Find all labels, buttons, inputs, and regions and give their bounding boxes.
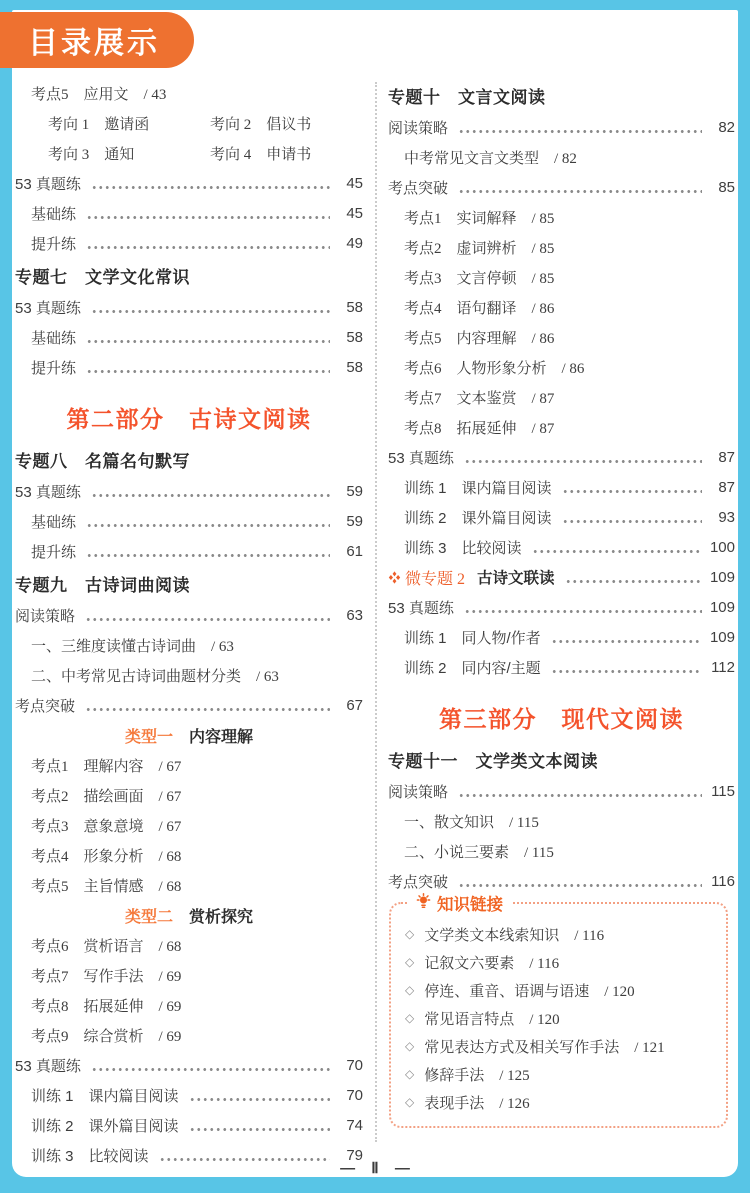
- type-heading: [15, 900, 363, 930]
- toc-entry-label: 阅读策略: [388, 783, 449, 801]
- dot-leader: [91, 309, 330, 314]
- toc-entry-label: 训练 1 课内篇目阅读: [31, 1087, 179, 1105]
- toc-entry: [15, 506, 363, 536]
- section-heading-text: 专题十一 文学类文本阅读: [388, 751, 598, 771]
- toc-entry-label: 训练 1 课内篇目阅读: [404, 479, 552, 497]
- section-heading: [388, 78, 735, 112]
- toc-entry: [388, 382, 735, 412]
- toc-entry-label: 二、中考常见古诗词曲题材分类 / 63: [31, 668, 279, 685]
- toc-entry: [388, 776, 735, 806]
- part-heading: [388, 682, 735, 742]
- toc-entry-label: 53 真题练: [15, 483, 81, 501]
- toc-entry-label: 一、三维度读懂古诗词曲 / 63: [31, 638, 234, 655]
- toc-entry: [15, 1110, 363, 1140]
- toc-page-number: 79: [346, 1146, 363, 1164]
- dot-leader: [189, 1097, 330, 1102]
- toc-entry: [15, 660, 363, 690]
- dot-leader: [86, 245, 330, 250]
- toc-entry-label: 53 真题练: [15, 175, 81, 193]
- dot-leader: [562, 489, 702, 494]
- diamond-icon: ◇: [405, 1011, 415, 1025]
- page-title: 目录展示: [28, 27, 160, 60]
- toc-entry-label: 53 真题练: [15, 1057, 81, 1075]
- section-heading-text: 专题十 文言文阅读: [388, 87, 546, 107]
- toc-page-number: 70: [346, 1056, 363, 1074]
- toc-page-number: 116: [711, 872, 735, 890]
- micro-topic-title: 古诗文联读: [477, 570, 555, 587]
- section-heading: [15, 258, 363, 292]
- toc-page-number: 49: [346, 234, 363, 252]
- toc-entry: [15, 870, 363, 900]
- dot-leader: [86, 339, 330, 344]
- toc-page-number: 59: [346, 512, 363, 530]
- toc-entry: [388, 472, 735, 502]
- knowledge-link-item: [405, 948, 718, 976]
- toc-entry-label: 训练 2 课外篇目阅读: [404, 509, 552, 527]
- toc-entry: [388, 836, 735, 866]
- toc-page-number: 58: [346, 298, 363, 316]
- diamond-icon: ◇: [405, 927, 415, 941]
- knowledge-link-item: [405, 1060, 718, 1088]
- toc-entry-label: 考点7 写作手法 / 69: [31, 968, 182, 985]
- toc-entry-label: 基础练: [31, 513, 77, 531]
- part-heading: [15, 382, 363, 442]
- toc-entry: [388, 262, 735, 292]
- toc-entry: [388, 352, 735, 382]
- toc-entry-label: 基础练: [31, 205, 77, 223]
- toc-entry-label: 考点8 拓展延伸 / 87: [404, 420, 555, 437]
- toc-page-number: 109: [709, 628, 735, 646]
- dot-leader: [551, 669, 702, 674]
- toc-entry-label: 考点7 文本鉴赏 / 87: [404, 390, 555, 407]
- diamond-icon: ◇: [405, 983, 415, 997]
- dot-leader: [458, 793, 702, 798]
- toc-entry: [388, 532, 735, 562]
- page-number-footer: — Ⅱ —: [340, 1160, 410, 1177]
- toc-entry: [15, 780, 363, 810]
- toc-entry: [388, 142, 735, 172]
- toc-entry: [15, 750, 363, 780]
- diamond-icon: ◇: [405, 1095, 415, 1109]
- toc-entry-label: 考点5 主旨情感 / 68: [31, 878, 182, 895]
- toc-entry: [15, 78, 363, 108]
- toc-entry-label: 提升练: [31, 235, 77, 253]
- toc-entry-label: 考点4 语句翻译 / 86: [404, 300, 555, 317]
- toc-entry: [388, 806, 735, 836]
- toc-page-number: 82: [718, 118, 735, 136]
- toc-entry-label: 中考常见文言文类型 / 82: [404, 150, 577, 167]
- knowledge-link-label: 表现手法 / 126: [424, 1095, 530, 1112]
- toc-entry: [388, 202, 735, 232]
- part-heading-text: 第二部分 古诗文阅读: [66, 405, 312, 432]
- toc-entry: [388, 292, 735, 322]
- toc-entry-label: 训练 2 同内容/主题: [404, 659, 541, 677]
- dot-leader: [458, 189, 702, 194]
- toc-entry: [15, 960, 363, 990]
- toc-entry: [15, 1080, 363, 1110]
- knowledge-link-label: 常见语言特点 / 120: [424, 1011, 560, 1028]
- type-tag: 类型二: [124, 908, 173, 926]
- toc-column-right: [388, 78, 735, 1128]
- section-heading-text: 专题八 名篇名句默写: [15, 451, 190, 471]
- toc-page-number: 85: [718, 178, 735, 196]
- toc-entry: [15, 690, 363, 720]
- type-tag: 类型一: [124, 728, 173, 746]
- toc-page-number: 100: [709, 538, 735, 556]
- toc-entry-label: 考点6 赏析语言 / 68: [31, 938, 182, 955]
- toc-entry-label: 53 真题练: [388, 599, 454, 617]
- toc-entry: [388, 442, 735, 472]
- dot-leader: [464, 609, 702, 614]
- toc-entry: [388, 412, 735, 442]
- toc-entry-pair: [15, 108, 363, 138]
- toc-page-number: 59: [346, 482, 363, 500]
- toc-entry: [15, 322, 363, 352]
- toc-entry-label: 一、散文知识 / 115: [404, 814, 539, 831]
- type-heading: [15, 720, 363, 750]
- dot-leader: [91, 493, 330, 498]
- toc-entry: [388, 232, 735, 262]
- dot-leader: [86, 215, 330, 220]
- toc-entry: [388, 592, 735, 622]
- toc-entry-label: 53 真题练: [388, 449, 454, 467]
- dot-leader: [91, 185, 330, 190]
- toc-entry-label: 基础练: [31, 329, 77, 347]
- toc-entry: [388, 502, 735, 532]
- toc-page-number: 87: [718, 448, 735, 466]
- toc-entry-label: 考点4 形象分析 / 68: [31, 848, 182, 865]
- toc-entry-label: 考点1 实词解释 / 85: [404, 210, 555, 227]
- knowledge-link-item: [405, 920, 718, 948]
- toc-entry-label: 考点8 拓展延伸 / 69: [31, 998, 182, 1015]
- knowledge-link-item: [405, 1004, 718, 1032]
- toc-entry-label: 提升练: [31, 359, 77, 377]
- knowledge-link-item: [405, 976, 718, 1004]
- toc-page-number: 93: [718, 508, 735, 526]
- toc-entry: [15, 630, 363, 660]
- dot-leader: [86, 369, 330, 374]
- toc-entry-label: 考点2 虚词辨析 / 85: [404, 240, 555, 257]
- toc-page-number: 109: [709, 598, 735, 616]
- toc-entry: [15, 536, 363, 566]
- toc-entry-label: 阅读策略: [15, 607, 76, 625]
- toc-page-number: 61: [346, 542, 363, 560]
- dot-leader: [565, 579, 702, 584]
- toc-entry: [388, 652, 735, 682]
- toc-entry-pair: [15, 138, 363, 168]
- diamond-icon: ◇: [405, 1067, 415, 1081]
- toc-entry: [388, 322, 735, 352]
- toc-entry-label: 阅读策略: [388, 119, 449, 137]
- dot-leader: [464, 459, 702, 464]
- toc-entry: [15, 1020, 363, 1050]
- toc-entry-label: 考点6 人物形象分析 / 86: [404, 360, 585, 377]
- dot-leader: [551, 639, 702, 644]
- toc-entry: [15, 168, 363, 198]
- toc-page-number: 109: [709, 568, 735, 586]
- dot-leader: [85, 707, 330, 712]
- toc-entry-label: 考点5 内容理解 / 86: [404, 330, 555, 347]
- toc-page-number: 45: [346, 174, 363, 192]
- toc-entry-label: 考点2 描绘画面 / 67: [31, 788, 182, 805]
- toc-entry-label: 考向 1 邀请函: [48, 116, 150, 133]
- toc-entry: [388, 172, 735, 202]
- section-heading-text: 专题七 文学文化常识: [15, 267, 190, 287]
- toc-entry-label: 考点9 综合赏析 / 69: [31, 1028, 182, 1045]
- knowledge-links-box: [389, 896, 728, 1128]
- toc-page-number: 115: [711, 782, 735, 800]
- dot-leader: [532, 549, 702, 554]
- toc-entry-label: 提升练: [31, 543, 77, 561]
- toc-entry-label: 考点突破: [388, 873, 449, 891]
- diamond-icon: ◇: [405, 1039, 415, 1053]
- knowledge-link-label: 文学类文本线索知识 / 116: [424, 927, 605, 944]
- toc-entry-label: 考点突破: [388, 179, 449, 197]
- toc-entry-label: 53 真题练: [15, 299, 81, 317]
- dot-leader: [86, 553, 330, 558]
- toc-entry-label: 训练 2 课外篇目阅读: [31, 1117, 179, 1135]
- toc-page-number: 58: [346, 328, 363, 346]
- dot-leader: [85, 617, 330, 622]
- toc-entry: [388, 622, 735, 652]
- dot-leader: [86, 523, 330, 528]
- knowledge-links-title: [407, 891, 512, 915]
- toc-page-number: 112: [711, 658, 735, 676]
- toc-entry-label: 二、小说三要素 / 115: [404, 844, 554, 861]
- toc-entry-label: 考向 3 通知: [48, 146, 135, 163]
- toc-entry-label: 训练 3 比较阅读: [31, 1147, 149, 1165]
- type-title: 内容理解: [189, 728, 254, 746]
- micro-topic-entry: [388, 562, 735, 592]
- knowledge-link-item: [405, 1088, 718, 1116]
- toc-entry: [15, 600, 363, 630]
- dot-leader: [458, 129, 702, 134]
- toc-entry: [15, 228, 363, 258]
- toc-page-number: 63: [346, 606, 363, 624]
- toc-entry: [15, 292, 363, 322]
- toc-entry: [15, 198, 363, 228]
- type-title: 赏析探究: [189, 908, 254, 926]
- dot-leader: [189, 1127, 330, 1132]
- part-heading-text: 第三部分 现代文阅读: [439, 705, 684, 732]
- toc-entry: [15, 352, 363, 382]
- toc-page-number: 70: [346, 1086, 363, 1104]
- section-heading-text: 专题九 古诗词曲阅读: [15, 575, 190, 595]
- toc-entry-label: 考点3 意象意境 / 67: [31, 818, 182, 835]
- toc-entry: [15, 476, 363, 506]
- knowledge-link-label: 常见表达方式及相关写作手法 / 121: [424, 1039, 665, 1056]
- section-heading: [15, 566, 363, 600]
- toc-entry-label: 训练 3 比较阅读: [404, 539, 522, 557]
- toc-entry-label: 考向 4 申请书: [210, 146, 312, 163]
- diamond-cluster-icon: [388, 571, 401, 584]
- toc-page-number: 87: [718, 478, 735, 496]
- diamond-icon: ◇: [405, 955, 415, 969]
- toc-entry-label: 考点5 应用文 / 43: [31, 86, 167, 103]
- toc-entry: [15, 1050, 363, 1080]
- toc-entry: [15, 840, 363, 870]
- knowledge-links-title-text: 知识链接: [437, 896, 503, 914]
- toc-page-number: 58: [346, 358, 363, 376]
- toc-page-number: 45: [346, 204, 363, 222]
- page-title-badge: [0, 12, 194, 68]
- knowledge-link-label: 记叙文六要素 / 116: [424, 955, 560, 972]
- toc-entry: [15, 930, 363, 960]
- lightbulb-icon: [416, 893, 431, 914]
- micro-topic-tag: 微专题 2: [405, 570, 466, 588]
- dot-leader: [562, 519, 702, 524]
- knowledge-link-item: [405, 1032, 718, 1060]
- toc-entry-label: 考点突破: [15, 697, 76, 715]
- toc-page-number: 67: [346, 696, 363, 714]
- toc-entry: [15, 990, 363, 1020]
- dot-leader: [91, 1067, 330, 1072]
- toc-page-number: 74: [346, 1116, 363, 1134]
- dot-leader: [458, 883, 702, 888]
- section-heading: [15, 442, 363, 476]
- toc-entry: [388, 112, 735, 142]
- knowledge-link-label: 停连、重音、语调与语速 / 120: [424, 983, 635, 1000]
- toc-entry-label: 训练 1 同人物/作者: [404, 629, 541, 647]
- toc-entry-label: 考向 2 倡议书: [210, 116, 312, 133]
- section-heading: [388, 742, 735, 776]
- knowledge-link-label: 修辞手法 / 125: [424, 1067, 530, 1084]
- column-divider: [375, 82, 377, 1142]
- toc-entry-label: 考点3 文言停顿 / 85: [404, 270, 555, 287]
- toc-entry-label: 考点1 理解内容 / 67: [31, 758, 182, 775]
- toc-column-left: [15, 78, 363, 1170]
- toc-entry: [15, 810, 363, 840]
